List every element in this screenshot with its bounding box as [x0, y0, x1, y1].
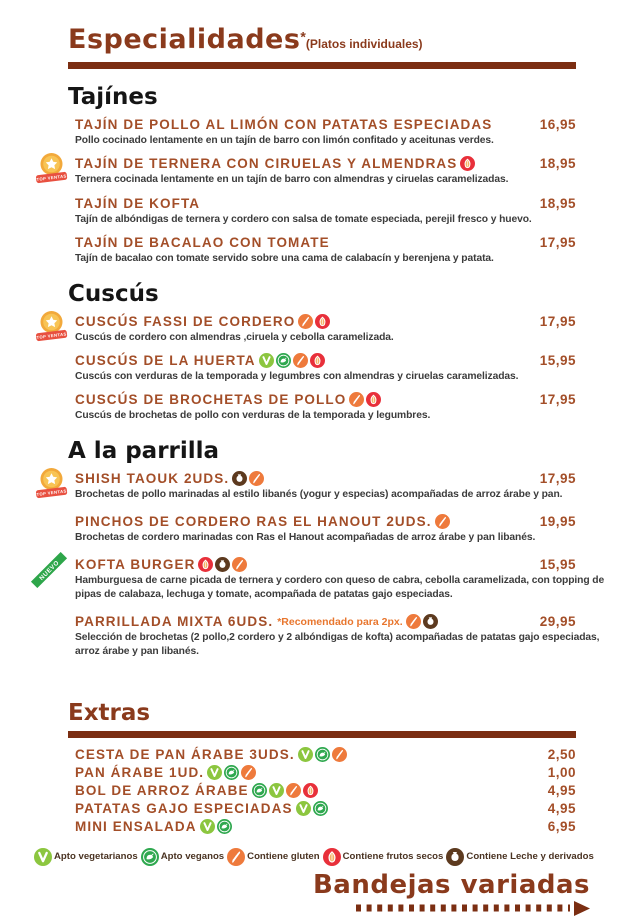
dish-price: 17,95: [539, 470, 576, 486]
section-heading: Extras: [68, 699, 151, 726]
dish-description: Hamburguesa de carne picada de ternera y cordero con queso de cabra, cebolla caramelizada, con topping de pipas de calabaza, lechuga y tomate, acompañada de patatas gajo especiadas.: [75, 575, 605, 600]
vegan-icon: [224, 765, 239, 780]
dish-allergen-icons: [435, 514, 450, 529]
dish-row: [75, 471, 608, 486]
menu-item: [75, 801, 608, 816]
dish-row: [75, 235, 608, 250]
dish-description: Tajín de bacalao con tomate servido sobre una cama de calabacín y berenjena y patata.: [75, 253, 494, 265]
section-heading: Tajínes: [68, 84, 158, 110]
cta-text: Bandejas variadas: [312, 869, 590, 900]
dish-row: [75, 614, 608, 629]
dish-allergen-icons: [460, 156, 475, 171]
gluten-icon: [227, 848, 245, 866]
legend-item: [446, 848, 593, 866]
dish-note: *Recomendado para 2px.: [277, 615, 403, 628]
svg-text:TOP VENTAS: TOP VENTAS: [36, 173, 67, 183]
milk-icon: [423, 614, 438, 629]
menu-item: [36, 313, 608, 344]
dish-price: 15,95: [539, 557, 576, 573]
menu-item: [75, 235, 608, 265]
dish-name: CUSCÚS FASSI DE CORDERO: [75, 313, 296, 329]
dish-row: [75, 765, 608, 780]
vegetarian-icon: [269, 783, 284, 798]
milk-icon: [215, 557, 230, 572]
legend-label: Contiene Leche y derivados: [466, 851, 594, 863]
dish-description: Cuscús de brochetas de pollo con verduras de la temporada y legumbres.: [75, 410, 431, 422]
dish-price: 1,00: [547, 764, 576, 780]
top-seller-badge-icon: [33, 467, 70, 500]
dish-row: [75, 314, 608, 329]
dish-name: TAJÍN DE TERNERA CON CIRUELAS Y ALMENDRAS: [75, 156, 458, 172]
vegetarian-icon: [259, 353, 274, 368]
menu-item: [36, 470, 608, 501]
svg-text:TOP VENTAS: TOP VENTAS: [36, 330, 67, 340]
dish-description: Cuscús de cordero con almendras ,ciruela y cebolla caramelizada.: [75, 331, 394, 343]
vegetarian-icon: [200, 819, 215, 834]
legend-label: Apto vegetarianos: [54, 851, 138, 863]
menu-item: [75, 514, 608, 544]
dish-name: TAJÍN DE POLLO AL LIMÓN CON PATATAS ESPECIADAS: [75, 117, 493, 132]
dish-allergen-icons: [298, 314, 330, 329]
dish-allergen-icons: [259, 353, 325, 368]
legend-item: [141, 848, 224, 866]
menu-item: [75, 765, 608, 780]
dish-price: 17,95: [539, 313, 576, 329]
dish-allergen-icons: [232, 471, 264, 486]
nuts-icon: [460, 156, 475, 171]
gluten-icon: [349, 392, 364, 407]
dish-row: [75, 514, 608, 529]
dish-price: 29,95: [539, 614, 576, 630]
header-divider: [68, 62, 576, 69]
dish-name: TAJÍN DE BACALAO CON TOMATE: [75, 235, 330, 251]
dish-row: [75, 747, 608, 762]
dish-price: 17,95: [539, 392, 576, 408]
menu-item: [75, 117, 608, 147]
allergen-legend: [34, 848, 640, 866]
legend-label: Contiene gluten: [247, 851, 320, 863]
dotted-arrow-icon: [68, 901, 590, 921]
dish-price: 6,95: [547, 818, 576, 834]
dish-allergen-icons: [349, 392, 381, 407]
dish-description: Brochetas de pollo marinadas al estilo libanés (yogur y especias) acompañadas de arroz árabe y pan.: [75, 488, 563, 500]
dish-price: 2,50: [547, 746, 576, 762]
dish-price: 15,95: [539, 352, 576, 368]
menu-section-a-la-parrilla: [36, 437, 608, 658]
dish-description: Cuscús con verduras de la temporada y legumbres con almendras y ciruelas caramelizadas.: [75, 370, 519, 382]
dish-description: Pollo cocinado lentamente en un tajín de barro con limón confitado y aceitunas verdes.: [75, 135, 494, 146]
nuts-icon: [323, 848, 341, 866]
gluten-icon: [293, 353, 308, 368]
vegan-icon: [276, 353, 291, 368]
gluten-icon: [232, 557, 247, 572]
dish-price: 4,95: [547, 782, 576, 798]
legend-item: [227, 848, 319, 866]
dish-row: [75, 801, 608, 816]
dish-row: [75, 392, 608, 407]
dish-row: [75, 353, 608, 368]
cta-block: [68, 870, 608, 921]
dish-allergen-icons: [406, 614, 438, 629]
menu-section-extras: [68, 700, 608, 834]
dish-description: Tajín de albóndigas de ternera y cordero con salsa de tomate especiada, perejil fresco y huevo.: [75, 213, 532, 225]
dish-description: Ternera cocinada lentamente en un tajín de barro con almendras y ciruelas caramelizadas.: [75, 174, 509, 186]
menu-sections: [36, 84, 608, 834]
section-divider: [68, 731, 576, 738]
dish-name: CESTA DE PAN ÁRABE 3UDS.: [75, 746, 295, 762]
dish-allergen-icons: [296, 801, 328, 816]
dish-price: 18,95: [539, 195, 576, 211]
nuts-icon: [303, 783, 318, 798]
svg-text:TOP VENTAS: TOP VENTAS: [36, 487, 67, 497]
gluten-icon: [249, 471, 264, 486]
title-asterisk: *: [300, 28, 306, 45]
dish-price: 17,95: [539, 235, 576, 251]
menu-item: [75, 392, 608, 422]
menu-section-tajines: [36, 84, 608, 266]
dish-name: CUSCÚS DE LA HUERTA: [75, 352, 256, 368]
dish-row: [75, 196, 608, 211]
menu-item: [75, 819, 608, 834]
dish-price: 19,95: [539, 514, 576, 529]
svg-text:NUEVO: NUEVO: [38, 559, 61, 583]
gluten-icon: [241, 765, 256, 780]
vegetarian-icon: [296, 801, 311, 816]
menu-item: [75, 196, 608, 226]
dish-allergen-icons: [252, 783, 318, 798]
nuts-icon: [366, 392, 381, 407]
menu-item: [36, 156, 608, 186]
dish-name: KOFTA BURGER: [75, 557, 196, 573]
vegan-icon: [315, 747, 330, 762]
vegetarian-icon: [298, 747, 313, 762]
legend-label: Apto veganos: [160, 851, 225, 863]
dish-name: CUSCÚS DE BROCHETAS DE POLLO: [75, 392, 347, 408]
dish-description: Selección de brochetas (2 pollo,2 cordero y 2 albóndigas de kofta) acompañadas de patatas gajo especiadas, arroz árabe y pan libanés.: [75, 632, 600, 657]
menu-item: [38, 557, 608, 601]
dish-description: Brochetas de cordero marinadas con Ras el Hanout acompañadas de arroz árabe y pan libanés.: [75, 532, 536, 543]
section-heading: Cuscús: [68, 280, 159, 307]
dish-name: PARRILLADA MIXTA 6UDS.: [75, 614, 274, 630]
dish-allergen-icons: [298, 747, 347, 762]
dish-row: [75, 156, 608, 171]
menu-item: [75, 783, 608, 798]
gluten-icon: [286, 783, 301, 798]
vegan-icon: [313, 801, 328, 816]
dish-row: [75, 557, 608, 572]
dish-allergen-icons: [207, 765, 256, 780]
page-header: [68, 24, 608, 55]
nuts-icon: [198, 557, 213, 572]
dish-allergen-icons: [198, 557, 247, 572]
dish-name: MINI ENSALADA: [75, 818, 197, 834]
new-item-badge-icon: [31, 552, 67, 588]
milk-icon: [232, 471, 247, 486]
top-seller-badge-icon: [33, 310, 70, 343]
menu-item: [75, 747, 608, 762]
dish-row: [75, 783, 608, 798]
menu-item: [75, 614, 608, 658]
gluten-icon: [298, 314, 313, 329]
page-title: Especialidades: [68, 24, 301, 55]
dish-price: 18,95: [539, 156, 576, 172]
vegan-icon: [217, 819, 232, 834]
section-heading: A la parrilla: [68, 437, 220, 464]
top-seller-badge-icon: [33, 152, 70, 185]
dish-name: TAJÍN DE KOFTA: [75, 195, 201, 211]
gluten-icon: [435, 514, 450, 529]
dish-name: PATATAS GAJO ESPECIADAS: [75, 800, 293, 816]
vegan-icon: [252, 783, 267, 798]
vegetarian-icon: [34, 848, 52, 866]
title-subtitle: (Platos individuales): [305, 37, 423, 51]
milk-icon: [446, 848, 464, 866]
nuts-icon: [315, 314, 330, 329]
dish-price: 16,95: [539, 117, 576, 132]
dish-name: PINCHOS DE CORDERO RAS EL HANOUT 2UDS.: [75, 514, 432, 529]
gluten-icon: [406, 614, 421, 629]
dish-allergen-icons: [200, 819, 232, 834]
dish-name: SHISH TAOUK 2UDS.: [75, 470, 230, 486]
dish-name: BOL DE ARROZ ÁRABE: [75, 782, 249, 798]
menu-item: [75, 353, 608, 383]
legend-label: Contiene frutos secos: [342, 851, 444, 863]
vegetarian-icon: [207, 765, 222, 780]
vegan-icon: [141, 848, 159, 866]
menu-section-cuscus: [36, 280, 608, 423]
dish-price: 4,95: [547, 800, 576, 816]
dish-row: [75, 819, 608, 834]
legend-item: [323, 848, 444, 866]
gluten-icon: [332, 747, 347, 762]
dish-row: [75, 117, 608, 132]
dish-name: PAN ÁRABE 1UD.: [75, 764, 205, 780]
nuts-icon: [310, 353, 325, 368]
legend-item: [34, 848, 138, 866]
